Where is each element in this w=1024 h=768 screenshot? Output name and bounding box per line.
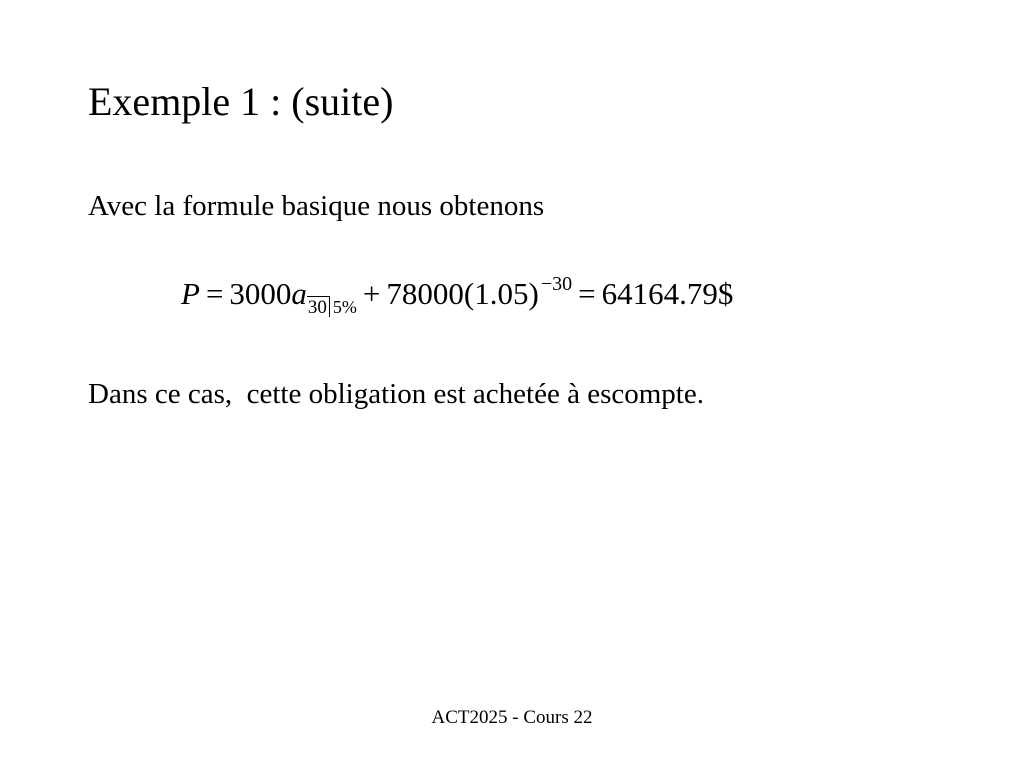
intro-text: Avec la formule basique nous obtenons <box>88 190 545 222</box>
formula-equals-result: = <box>578 276 596 311</box>
formula-equals: = <box>205 276 224 311</box>
formula-plus: + <box>362 276 381 311</box>
formula-discount-base: (1.05) <box>463 276 539 311</box>
formula-face-value: 78000 <box>386 276 464 311</box>
slide-title: Exemple 1 : (suite) <box>88 79 394 124</box>
formula-result: 64164.79$ <box>601 276 734 311</box>
bond-price-formula <box>181 274 733 317</box>
formula-annuity-subscript <box>307 296 357 317</box>
conclusion-text: Dans ce cas, cette obligation est achetée à escompte. <box>88 378 704 410</box>
formula-price-variable: P <box>181 276 200 311</box>
slide-footer: ACT2025 - Cours 22 <box>431 707 593 728</box>
formula-annuity-symbol: a <box>291 276 307 311</box>
formula-term: 30 <box>307 296 330 317</box>
formula-rate: 5% <box>332 297 357 317</box>
formula-exponent: −30 <box>540 273 573 295</box>
formula-coupon-coefficient: 3000 <box>229 276 292 311</box>
